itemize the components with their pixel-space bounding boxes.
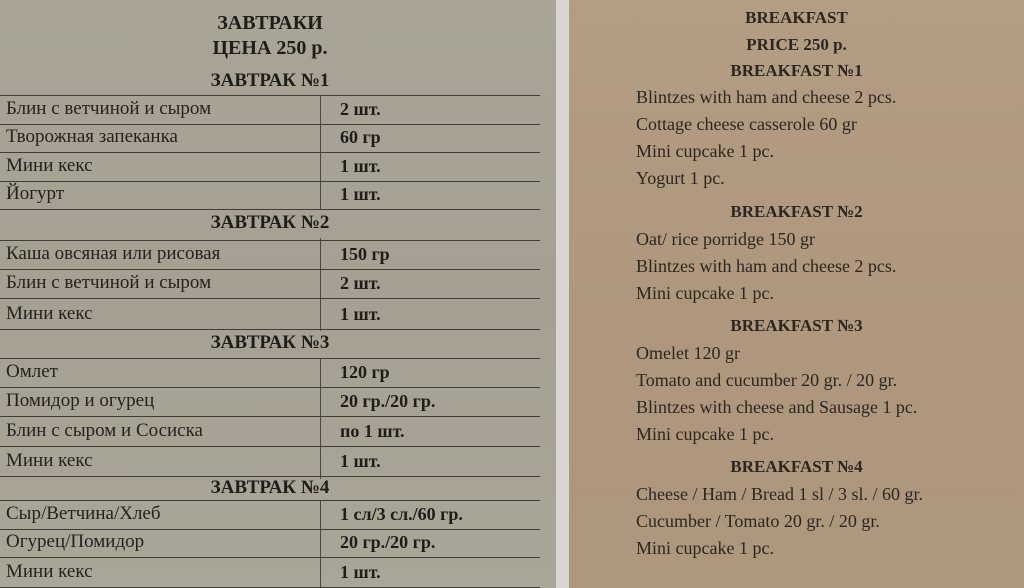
english-menu-price: PRICE 250 p. [746,35,847,54]
item-quantity: 1 шт. [340,304,381,324]
english-menu-line: Oat/ rice porridge 150 gr [636,229,815,249]
item-name: Блин с ветчиной и сыром [6,272,212,293]
english-menu-line: Cucumber / Tomato 20 gr. / 20 gr. [636,511,880,531]
item-quantity: 60 гр [340,127,381,147]
item-name: Йогурт [6,183,65,204]
table-row [0,418,540,447]
item-quantity: по 1 шт. [340,421,405,441]
item-quantity: 2 шт. [340,99,381,119]
english-menu-line: Blintzes with ham and cheese 2 pcs. [636,87,897,107]
english-menu-line: Mini cupcake 1 pc. [636,141,774,161]
russian-menu-price: ЦЕНА 250 р. [212,37,328,59]
item-quantity: 1 шт. [340,156,381,176]
table-row [0,529,540,558]
english-section-heading-3: BREAKFAST №3 [730,316,863,335]
english-menu-line: Mini cupcake 1 pc. [636,424,774,444]
item-quantity: 1 шт. [340,451,381,471]
item-name: Омлет [6,361,58,382]
english-menu-line: Omelet 120 gr [636,343,740,363]
english-menu-line: Mini cupcake 1 pc. [636,283,774,303]
item-quantity: 1 сл/3 сл./60 гр. [340,504,463,524]
item-name: Мини кекс [6,561,93,582]
item-quantity: 120 гр [340,362,390,382]
table-row [0,500,540,530]
english-menu-line: Cheese / Ham / Bread 1 sl / 3 sl. / 60 gr. [636,484,923,504]
english-section-heading-4: BREAKFAST №4 [730,457,863,476]
item-name: Творожная запеканка [6,126,178,147]
table-row [0,124,540,153]
table-row [0,559,540,588]
russian-menu-title: ЗАВТРАКИ [217,12,323,34]
item-name: Мини кекс [6,303,93,324]
table-row [0,270,540,299]
item-name: Каша овсяная или рисовая [6,243,221,264]
english-menu-card [569,0,1024,588]
item-name: Блин с ветчиной и сыром [6,98,212,119]
item-name: Помидор и огурец [6,390,155,411]
english-menu-line: Tomato and cucumber 20 gr. / 20 gr. [636,370,898,390]
table-row [0,181,540,210]
table-row [0,358,540,388]
table-row [0,153,540,182]
english-section-heading-1: BREAKFAST №1 [730,61,863,80]
item-quantity: 20 гр./20 гр. [340,391,436,411]
item-name: Сыр/Ветчина/Хлеб [6,503,161,524]
english-menu-line: Cottage cheese casserole 60 gr [636,114,857,134]
item-name: Мини кекс [6,155,93,176]
table-row [0,301,540,330]
table-row [0,388,540,417]
russian-section-heading-4: ЗАВТРАК №4 [210,477,330,498]
item-quantity: 1 шт. [340,562,381,582]
item-name: Мини кекс [6,450,93,471]
item-name: Огурец/Помидор [6,531,145,552]
english-menu-line: Blintzes with ham and cheese 2 pcs. [636,256,897,276]
table-row [0,95,540,125]
english-menu-line: Yogurt 1 pc. [636,168,725,188]
table-row [0,448,540,477]
english-menu-line: Mini cupcake 1 pc. [636,538,774,558]
table-row [0,240,540,270]
russian-section-heading-1: ЗАВТРАК №1 [210,70,330,91]
item-quantity: 2 шт. [340,273,381,293]
english-section-heading-2: BREAKFAST №2 [730,202,863,221]
item-name: Блин с сыром и Сосиска [6,420,203,441]
russian-section-heading-2: ЗАВТРАК №2 [210,212,330,233]
english-menu-line: Blintzes with cheese and Sausage 1 pc. [636,397,918,417]
item-quantity: 150 гр [340,244,390,264]
english-menu-title: BREAKFAST [745,8,848,27]
russian-section-heading-3: ЗАВТРАК №3 [210,332,330,353]
item-quantity: 20 гр./20 гр. [340,532,436,552]
item-quantity: 1 шт. [340,184,381,204]
